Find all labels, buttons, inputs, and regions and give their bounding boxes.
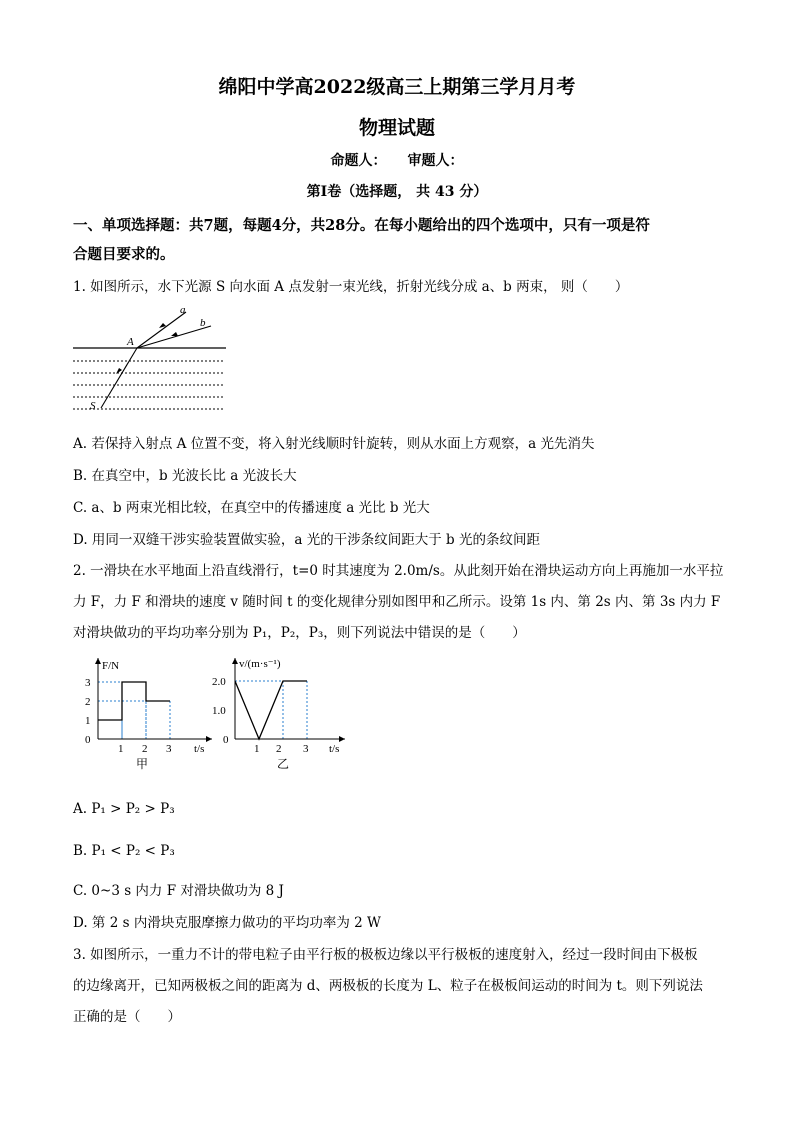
label-S: S xyxy=(90,400,96,412)
q2-option-d: D. 第 2 s 内滑块克服摩擦力做功的平均功率为 2 W xyxy=(73,915,381,931)
label-a: a xyxy=(180,304,186,316)
q3-line3: 正确的是（ ） xyxy=(73,1009,181,1025)
yi-xtick-2: 2 xyxy=(276,743,282,755)
label-A: A xyxy=(127,336,134,348)
jia-xlabel: t/s xyxy=(194,743,205,755)
yi-ytick-1: 1.0 xyxy=(212,705,226,717)
ray-a xyxy=(137,312,186,348)
jia-xtick-2: 2 xyxy=(142,743,148,755)
exam-title: 绵阳中学高2022级高三上期第三学月月考 xyxy=(218,76,576,98)
q2-stem-line2: 力 F，力 F 和滑块的速度 v 随时间 t 的变化规律分别如图甲和乙所示。设第 1s 内、第 2s 内、第 3s 内力 F xyxy=(73,594,721,610)
q2-option-c: C. 0~3 s 内力 F 对滑块做功为 8 J xyxy=(73,883,284,899)
q2-option-a: A. P₁ > P₂ > P₃ xyxy=(73,801,175,817)
yi-xtick-1: 1 xyxy=(254,743,260,755)
yi-ytick-0: 0 xyxy=(223,734,229,746)
q1-option-b: B. 在真空中，b 光波长比 a 光波长大 xyxy=(73,468,297,484)
section-heading-line2: 合题目要求的。 xyxy=(73,246,175,263)
yi-caption: 乙 xyxy=(277,757,290,771)
subject-title: 物理试题 xyxy=(358,117,435,139)
ray-b xyxy=(137,326,211,348)
jia-ylabel: F/N xyxy=(102,660,120,672)
jia-ytick-1: 1 xyxy=(85,715,91,727)
yi-ytick-2: 2.0 xyxy=(212,676,226,688)
incident-ray xyxy=(101,348,137,408)
q1-option-c: C. a、b 两束光相比较，在真空中的传播速度 a 光比 b 光大 xyxy=(73,500,430,516)
jia-xtick-3: 3 xyxy=(166,743,172,755)
label-b: b xyxy=(200,317,206,329)
chart-jia xyxy=(82,652,222,774)
authors-line: 命题人： 审题人： xyxy=(330,153,464,169)
jia-ytick-2: 2 xyxy=(85,696,91,708)
jia-caption: 甲 xyxy=(136,757,149,771)
q3-line2: 的边缘离开，已知两极板之间的距离为 d、两极板的长度为 L、粒子在极板间运动的时间为 t。则下列说法 xyxy=(73,978,703,994)
q2-stem-line1: 2. 一滑块在水平地面上沿直线滑行，t=0 时其速度为 2.0m/s。从此刻开始在滑块运动方向上再施加一水平拉 xyxy=(73,563,724,579)
q3-line1: 3. 如图所示，一重力不计的带电粒子由平行板的极板边缘以平行极板的速度射入，经过一段时间由下极板 xyxy=(73,947,698,963)
section-heading-line1: 一、单项选择题：共7题，每题4分，共28分。在每小题给出的四个选项中，只有一项是符 xyxy=(73,217,650,234)
q1-option-a: A. 若保持入射点 A 位置不变，将入射光线顺时针旋转，则从水面上方观察，a 光先消失 xyxy=(73,436,595,452)
jia-ytick-3: 3 xyxy=(85,677,91,689)
q2-option-b: B. P₁ < P₂ < P₃ xyxy=(73,843,175,859)
jia-ytick-0: 0 xyxy=(85,734,91,746)
q2-stem-line3: 对滑块做功的平均功率分别为 P₁，P₂，P₃，则下列说法中错误的是（ ） xyxy=(73,625,526,641)
yi-series-line xyxy=(235,681,307,739)
jia-xtick-1: 1 xyxy=(118,743,124,755)
ray-b-arrow-icon xyxy=(171,332,178,336)
volume-heading: 第I卷（选择题， 共 43 分） xyxy=(306,184,488,200)
q1-stem: 1. 如图所示，水下光源 S 向水面 A 点发射一束光线，折射光线分成 a、b 两束， 则（ ） xyxy=(73,279,629,295)
yi-xlabel: t/s xyxy=(329,743,340,755)
q1-option-d: D. 用同一双缝干涉实验装置做实验，a 光的干涉条纹间距大于 b 光的条纹间距 xyxy=(73,532,540,548)
chart-yi xyxy=(205,652,355,774)
yi-ylabel: v/(m·s⁻¹) xyxy=(239,658,281,670)
q1-refraction-figure xyxy=(68,298,233,420)
yi-xtick-3: 3 xyxy=(303,743,309,755)
